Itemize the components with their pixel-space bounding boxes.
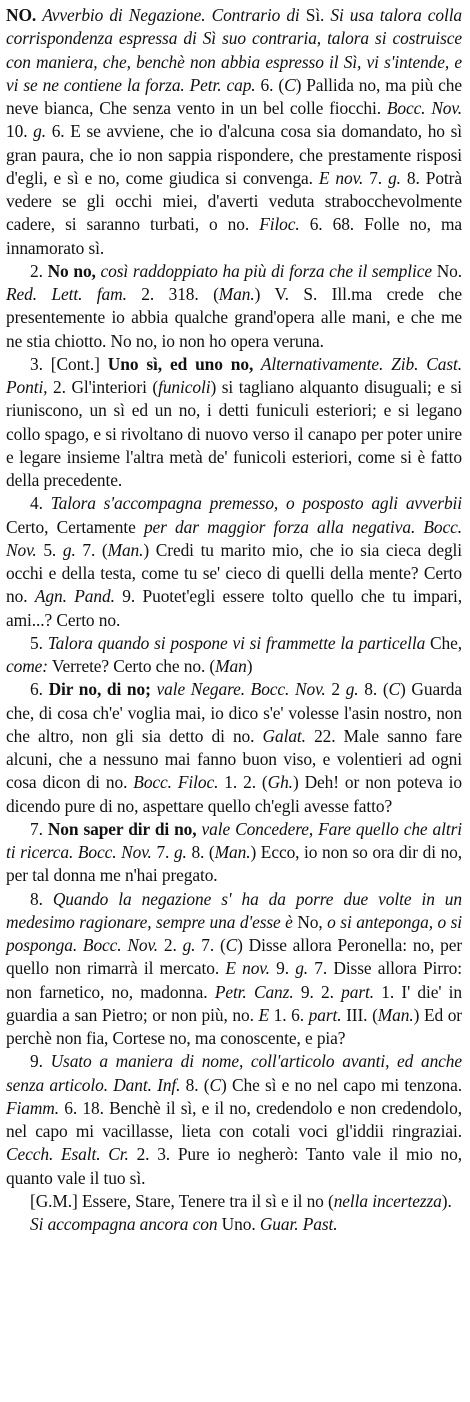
text-run: ).	[441, 1190, 452, 1211]
text-run: 4.	[30, 493, 51, 514]
entry-sense-paragraph	[6, 818, 462, 888]
text-run: 9. 2.	[293, 981, 342, 1002]
entry-headword: NO.	[6, 5, 37, 25]
text-run: 8. (	[358, 679, 389, 700]
entry-sense-paragraph	[6, 678, 462, 818]
text-run: C	[284, 74, 296, 95]
entry-closing-paragraph	[6, 1190, 462, 1213]
text-run: Usato a maniera di nome, coll'articolo avanti, ed anche senza articolo. Dant. Inf.	[6, 1051, 463, 1095]
text-run: Man.	[107, 539, 144, 560]
text-run: 6. E se avviene, che io d'alcuna cosa sia domandato, ho sì gran paura, che io non sappia rispondere, che prestamente risposi d'egli, e sì e no, come giudica si convenga.	[6, 121, 463, 188]
text-run: ) Pallida no, ma più che neve bianca, Che senza vento in un bel colle fiocchi.	[6, 74, 462, 118]
text-run: ) Che sì e no nel capo mi tenzona.	[221, 1074, 462, 1095]
entry-intro-paragraph	[6, 4, 462, 260]
text-run: 1. I' die' in guardia a san Pietro; or non più, no.	[6, 981, 462, 1025]
text-run: E nov.	[318, 167, 364, 188]
entry-sense-paragraph	[6, 260, 462, 353]
text-run: 10.	[6, 121, 34, 142]
text-run: 8. (	[186, 842, 215, 862]
text-run: 7. (	[75, 539, 108, 560]
text-run: 9. Puotet'egli essere tolto quello che tu impari, ami...? Certo no.	[6, 586, 462, 630]
text-run: Verrete? Certo che no. (	[47, 656, 216, 676]
text-run: No no,	[47, 260, 96, 281]
text-run: per dar maggior forza alla negativa. Bocc. Nov.	[6, 516, 463, 560]
text-run: g.	[182, 935, 196, 955]
text-run: Man.	[377, 1004, 414, 1025]
text-run: Red. Lett. fam.	[6, 284, 127, 304]
text-run: ) Deh! or non poteva io dicendo pure di no, aspettare quello ch'egli avesse fatto?	[6, 772, 462, 816]
text-run: Filoc.	[259, 214, 300, 235]
text-run: E nov.	[225, 958, 270, 979]
entry-sense-paragraph	[6, 353, 462, 493]
text-run: vale Negare. Bocc. Nov.	[150, 679, 326, 700]
text-run: Fiamm.	[6, 1097, 60, 1118]
text-run: 6. 18. Benchè il sì, e il no, credendolo e non credendolo, nel capo mi vacillasse, lieta con cotali voci gl'iddii ringraziai.	[6, 1097, 462, 1141]
text-run: g.	[388, 167, 401, 188]
text-run: ) V. S. Ill.ma crede che presentemente io abbia qualche grand'opera alle mani, e che me ne stia chiotto. No no, io non ho opera veruna.	[6, 284, 463, 351]
text-run: ) Guarda che, di cosa ch'e' voglia mai, io dico s'e' volesse l'asin nostro, non che altro, non gli sia detto di no.	[6, 679, 462, 746]
text-run: Man	[215, 656, 247, 676]
text-run: ) Disse allora Peronella: no, per quello non rimarrà il mercato.	[6, 935, 463, 979]
text-run: Sì.	[305, 5, 325, 25]
text-run: [G.M.] Essere, Stare, Tenere tra il sì e il no (	[30, 1190, 334, 1211]
text-run: )	[246, 656, 253, 676]
text-run: 9.	[269, 958, 296, 979]
text-run: Talora s'accompagna premesso, o posposto agli avverbii	[50, 493, 462, 514]
text-run: 7.	[30, 818, 48, 839]
text-run: 6. 68. Folle no, ma innamorato sì.	[6, 214, 462, 258]
text-run: 8. Potrà vedere se gli occhi miei, d'averti veduta strabocchevolmente cadere, si saranno turbati, o no.	[6, 167, 462, 235]
text-run: 3. [Cont.]	[30, 353, 108, 374]
text-run: 8. (	[180, 1074, 210, 1095]
text-run: g.	[295, 958, 309, 979]
entry-closing	[6, 1190, 462, 1237]
text-run: C	[209, 1074, 221, 1095]
text-run: 5.	[36, 539, 63, 560]
text-run: così raddoppiato ha più di forza che il semplice	[95, 260, 437, 281]
text-run: 7.	[363, 167, 389, 188]
text-run: Quando la negazione s' ha da porre due volte in un medesimo ragionare, sempre una d'esse è	[6, 888, 462, 932]
text-run: o si anteponga, o si posponga. Bocc. Nov.	[6, 911, 463, 955]
text-run: 2.	[158, 935, 183, 955]
text-run: 8.	[30, 888, 53, 909]
text-run: 2. 3. Pure io negherò: Tanto vale il mio no, quanto vale il tuo sì.	[6, 1144, 463, 1188]
text-run: Galat.	[262, 725, 306, 746]
text-run: E	[258, 1004, 269, 1025]
text-run: Cecch. Esalt. Cr.	[6, 1144, 129, 1165]
text-run: 2	[325, 679, 346, 700]
text-run: 9.	[30, 1051, 51, 1072]
text-run: Si accompagna ancora con	[30, 1214, 222, 1234]
text-run: Guar. Past.	[259, 1214, 338, 1234]
text-run: Man.	[218, 284, 255, 304]
text-run: g.	[33, 121, 46, 142]
text-run: 2. Gl'interiori (	[47, 377, 159, 397]
text-run: Petr. Canz.	[214, 981, 294, 1002]
text-run: 5.	[30, 632, 48, 653]
text-run: Bocc. Filoc.	[133, 772, 219, 793]
text-run: nella incertezza	[333, 1190, 442, 1211]
text-run: 22. Male sanno fare alcuni, che a nessuno mai fanno buon viso, e volentieri ad ogni cosa dicon di no.	[6, 725, 462, 793]
text-run: ) si tagliano alquanto disuguali; e si riuniscono, un sì ed un no, i detti funiculi esteriori; e si legano collo spago, e si rivoltano di nuovo verso il canapo per poter unire e legare insieme l'altra metà de' funicoli esteriori, come si è fatto della precedente.	[6, 377, 462, 490]
entry-sense-paragraph	[6, 1050, 462, 1190]
text-run: 2. 318. (	[126, 284, 219, 304]
text-run: come:	[6, 656, 48, 676]
text-run: Gh.	[267, 772, 293, 793]
text-run: Uno sì, ed uno no,	[107, 353, 254, 374]
text-run: Avverbio di Negazione. Contrario di	[42, 5, 306, 25]
entry-sense-paragraph	[6, 888, 462, 1051]
text-run: Si usa talora colla corrispondenza espressa di Sì suo contraria, talora si costruisce con maniera, che, benchè non abbia espresso il Sì, vi s'intende, e vi se ne contiene la forza. Petr. cap.	[6, 5, 463, 95]
text-run: g.	[173, 842, 187, 862]
text-run: 1. 2. (	[218, 772, 268, 793]
entry-sections	[6, 260, 462, 1190]
text-run: No.	[436, 260, 462, 281]
text-run: 1. 6.	[269, 1004, 309, 1025]
text-run: Dir no, di no;	[48, 679, 151, 700]
text-run: Talora quando si pospone vi si frammette la particella	[47, 632, 431, 653]
text-run: 7. Disse allora Pirro: non farnetico, no, madonna.	[6, 958, 462, 1002]
text-run: Non saper dir di no,	[47, 818, 197, 839]
text-run: C	[225, 935, 238, 955]
entry-sense-paragraph	[6, 632, 462, 679]
entry-intro-text	[6, 5, 462, 258]
text-run: Che,	[430, 632, 463, 653]
text-run: funicoli	[158, 377, 211, 397]
text-run: 6. (	[255, 74, 285, 95]
text-run: 7. (	[195, 935, 226, 955]
text-run: ) Ed or perchè non fia, Cortese no, ma conoscente, e pia?	[6, 1004, 462, 1048]
text-run: ) Credi tu marito mio, che io sia cieca degli occhi e della testa, come tu se' cieco di quelli della mente? Certo no.	[6, 539, 463, 607]
text-run: 7.	[151, 842, 174, 862]
entry-sense-paragraph	[6, 492, 462, 632]
text-run: Alternativamente. Zib. Cast. Ponti,	[6, 353, 463, 397]
text-run: Man.	[214, 842, 251, 862]
text-run: ) Ecco, io non so ora dir di no, per tal donna me n'hai pregato.	[6, 842, 463, 886]
text-run: vale Concedere, Fare quello che altri ti ricerca. Bocc. Nov.	[6, 818, 463, 862]
text-run: No,	[297, 911, 323, 932]
text-run: C	[388, 679, 401, 700]
text-run: part.	[308, 1004, 342, 1025]
text-run: 6.	[30, 679, 49, 700]
text-run: Uno.	[221, 1214, 260, 1234]
text-run: Agn. Pand.	[34, 586, 115, 607]
text-run: 2.	[30, 260, 48, 281]
text-run: g.	[345, 679, 359, 700]
text-run: part.	[341, 981, 374, 1002]
text-run: Bocc. Nov.	[386, 98, 462, 118]
entry-closing-paragraph	[6, 1213, 462, 1236]
text-run: III. (	[341, 1004, 378, 1025]
text-run: Certo, Certamente	[6, 516, 144, 537]
text-run: g.	[62, 539, 76, 560]
